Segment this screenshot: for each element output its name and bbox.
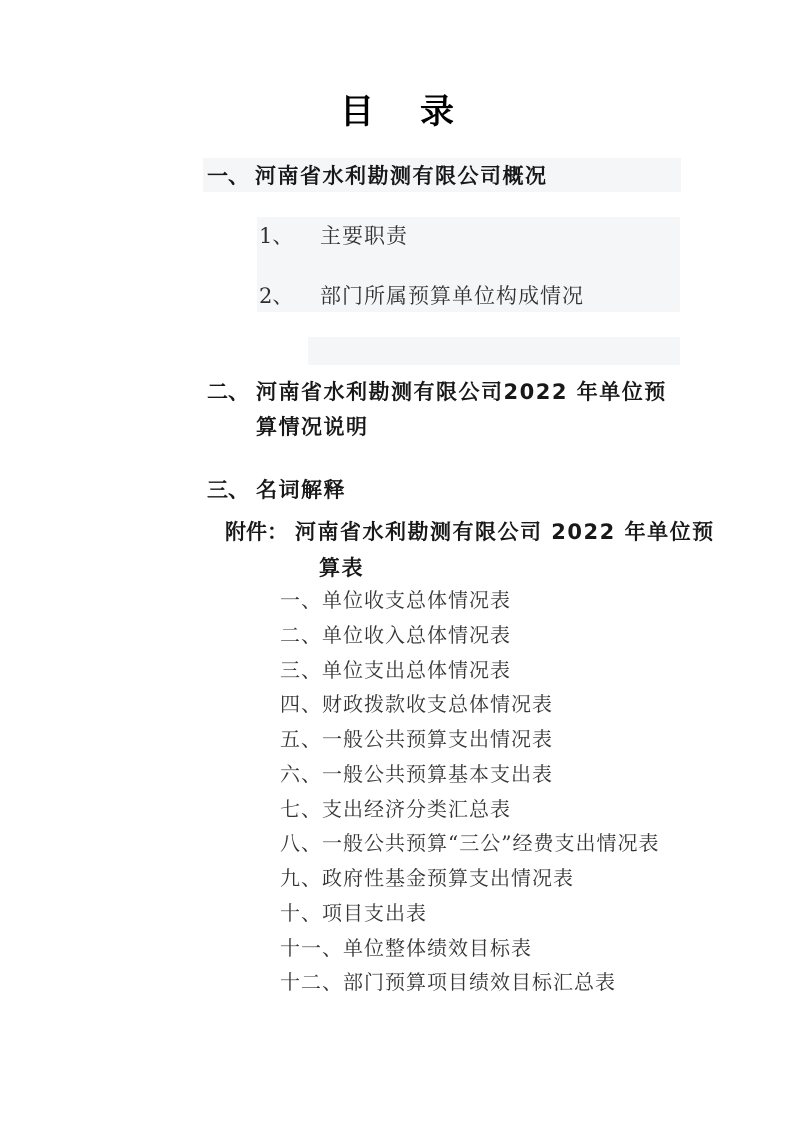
toc-section-2-line-2 [256,414,369,440]
toc-section-2-label-line-1: 河南省水利勘测有限公司2022 年单位预 [256,380,667,404]
attachment-table-item: 三、单位支出总体情况表 [280,657,511,682]
toc-subitem-2-number: 2、 [259,284,294,308]
appendix-title-line-1: 河南省水利勘测有限公司 2022 年单位预 [295,520,715,544]
page-title: 目 录 [340,92,460,132]
toc-subitem-2 [259,283,584,309]
attachment-table-item: 十、项目支出表 [280,900,427,925]
toc-subitem-2-label: 部门所属预算单位构成情况 [320,284,584,308]
highlight-block-subitems [257,217,680,312]
toc-section-1-number: 一、 [207,164,249,188]
toc-section-2-line-1 [207,379,667,405]
toc-subitem-1-number: 1、 [259,224,294,248]
toc-section-1-label: 河南省水利勘测有限公司概况 [255,164,548,188]
attachment-table-item: 九、政府性基金预算支出情况表 [280,866,574,890]
attachment-table-item: 十一、单位整体绩效目标表 [280,935,532,960]
attachment-table-item: 一、单位收支总体情况表 [280,588,511,612]
attachment-table-item: 七、支出经济分类汇总表 [280,796,511,821]
empty-highlight-block [308,337,680,365]
toc-section-2-number: 二、 [207,380,249,404]
highlight-block-section-1 [203,158,681,192]
attachment-table-item: 二、单位收入总体情况表 [280,622,511,647]
appendix-title-line-2: 算表 [319,556,364,580]
toc-section-3-label: 名词解释 [256,478,346,502]
toc-section-3 [207,477,346,503]
attachment-table-item: 六、一般公共预算基本支出表 [280,761,553,786]
toc-section-3-number: 三、 [207,478,249,502]
appendix-label: 附件： [225,520,288,544]
appendix-heading-line-2 [319,555,364,581]
attachment-table-item: 八、一般公共预算“三公”经费支出情况表 [280,831,660,856]
appendix-heading-line-1 [225,519,715,545]
toc-subitem-1-label: 主要职责 [320,224,408,248]
attachment-table-item: 十二、部门预算项目绩效目标汇总表 [280,970,616,995]
toc-section-1 [203,160,548,190]
attachment-table-item: 四、财政拨款收支总体情况表 [280,692,553,717]
toc-subitem-1 [259,223,408,249]
attachment-tables-list [280,583,700,1000]
attachment-table-item: 五、一般公共预算支出情况表 [280,727,553,751]
toc-section-2-label-line-2: 算情况说明 [256,415,369,439]
